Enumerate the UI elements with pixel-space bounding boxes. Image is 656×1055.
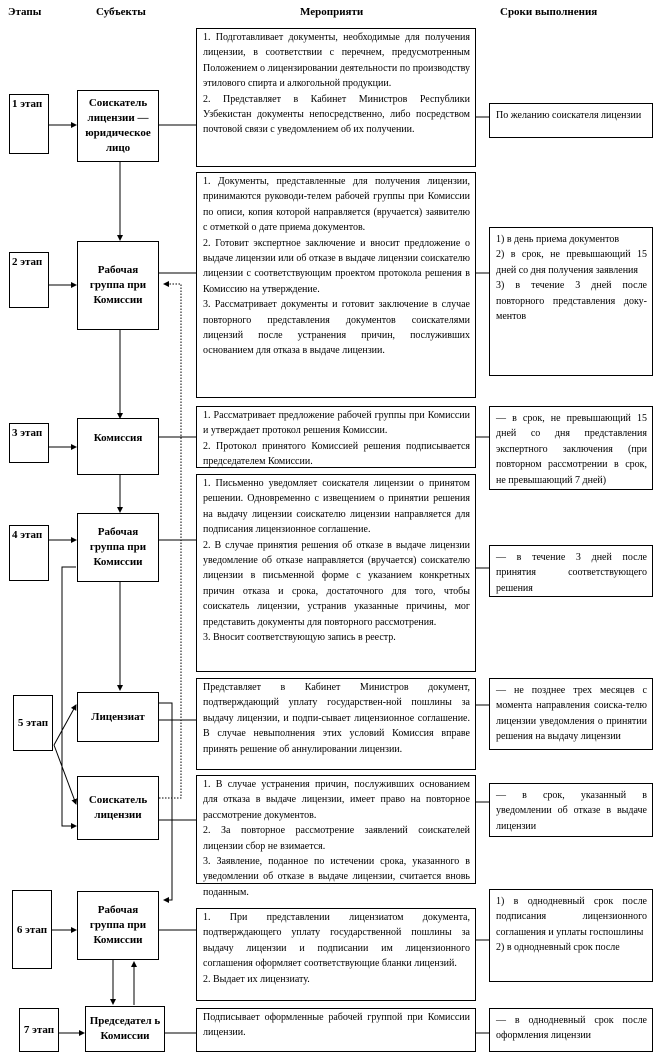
activity-box-6 — [196, 908, 476, 1001]
deadline-box-5 — [489, 678, 653, 750]
activity-4-item: 1. Письменно уведомляет соискателя лицензии о принятом решении. Одновременно с извещением о принятии решения на выдачу лицензии соискателю лицензии направляется для подписания лицензионное соглашение. — [203, 478, 470, 536]
stage-box-5: 5 этап — [13, 695, 53, 751]
deadline-2-item: 2) в срок, не превышающий 15 дней со дня получения заявления — [496, 249, 647, 276]
deadline-5b-item: — в срок, указанный в уведомлении об отказе в выдаче лицензии — [496, 790, 647, 832]
activity-box-5 — [196, 678, 476, 770]
arrow-4-applicant — [62, 567, 76, 826]
activity-1-item: 2. Представляет в Кабинет Министров Республики Узбекистан документы непосредственно, либо посредством почтовой связи с уведомлением об их получении. — [203, 93, 470, 136]
subject-working-group-2: Рабочая группа при Комиссии — [77, 241, 159, 330]
subject-working-group-6: Рабочая группа при Комиссии — [77, 891, 159, 960]
deadline-1-item: По желанию соискателя лицензии — [496, 110, 642, 121]
subject-commission: Комиссия — [77, 418, 159, 475]
subject-chairman: Председател ь Комиссии — [85, 1006, 165, 1052]
header-activities: Мероприяти — [300, 6, 364, 18]
activity-3-item: 2. Протокол принятого Комиссией решения подписывается председателем Комиссии. — [203, 440, 470, 468]
activity-3-item: 1. Рассматривает предложение рабочей группы при Комиссии и утверждает протокол решения Комиссии. — [203, 410, 470, 437]
deadline-6-item: 2) в однодневный срок после — [496, 942, 620, 954]
deadline-box-7 — [489, 1008, 653, 1052]
deadline-box-5b — [489, 783, 653, 837]
stage-box-7: 7 этап — [19, 1008, 59, 1052]
deadline-4-item: — в течение 3 дней после принятия соответствующего решения — [496, 552, 647, 594]
deadline-2-item: 1) в день приема документов — [496, 234, 620, 245]
activity-1-item: 1. Подготавливает документы, необходимые для получения лицензии, в соответствии с перечнем, предусмотренным Положением о лицензировании деятельности по производству этилового спирта и алкогольной продукции. — [203, 32, 470, 90]
header-deadlines: Сроки выполнения — [500, 6, 598, 18]
activity-2-item: 2. Готовит экспертное заключение и вносит предложение о выдаче лицензии или об отказе в выдаче лицензии соискателю лицензии с соответствующим проектом протокола решения в Комиссию на утверждение. — [203, 237, 471, 295]
stage-box-4: 4 этап — [9, 525, 49, 581]
subject-applicant: Соискатель лицензии — [77, 776, 159, 840]
activity-7-item: Подписывает оформленные рабочей группой при Комиссии лицензии. — [203, 1012, 470, 1039]
activity-box-5b — [196, 775, 476, 898]
activity-5-item: Представляет в Кабинет Министров документ, подтверждающий уплату государствен-ной пошлины за выдачу лицензии, и подпи-сывает лицензионное соглашение. В случае невыполнения этих условий Комиссия вправе принять решение об аннулировании лицензии. — [203, 682, 470, 755]
deadline-box-1 — [489, 103, 653, 138]
activity-box-3 — [196, 406, 476, 468]
deadline-2-item: 3) в течение 3 дней после повторного представления доку-ментов — [496, 280, 647, 323]
subject-licensee: Лицензиат — [77, 692, 159, 742]
arrow-applicant-2-dotted — [159, 284, 181, 798]
stage-box-2: 2 этап — [9, 252, 49, 308]
activity-6-item: 2. Выдает их лицензиату. — [203, 973, 310, 985]
activity-box-7 — [196, 1008, 476, 1052]
activity-2-item: 3. Рассматривает документы и готовит заключение в случае повторного представления документов соискателями лицензий после устранения причин, послуживших основанием для отказа в выдаче лицензии. — [203, 299, 470, 357]
header-subjects: Субъекты — [96, 6, 146, 18]
arrow-licensee-6 — [159, 703, 172, 900]
deadline-box-6 — [489, 889, 653, 982]
stage-box-3: 3 этап — [9, 423, 49, 463]
activity-6-item: 1. При представлении лицензиатом документа, подтверждающего уплату государственной пошлины за выдачу лицензии и подписании им лицензионного соглашения оформляет соответствующие бланки лицензий. — [203, 912, 470, 970]
header-stages: Этапы — [8, 6, 42, 18]
activity-5b-item: 2. За повторное рассмотрение заявлений соискателей лицензии сбор не взимается. — [203, 825, 470, 852]
deadline-5-item: — не позднее трех месяцев с момента направления соиска-телю лицензии уведомления о принятии решения на выдачу лицензии — [496, 685, 647, 743]
activity-box-2 — [196, 172, 476, 398]
activity-5b-item: 3. Заявление, поданное по истечении срока, указанного в уведомлении об отказе в выдаче лицензии, считается вновь поданным. — [203, 856, 470, 898]
deadline-box-2 — [489, 227, 653, 376]
deadline-3-item: — в срок, не превышающий 15 дней со дня представления экспертного заключения (при повторном рассмотрении в срок, не превышающий 7 дней) — [496, 413, 647, 486]
deadline-7-item: — в однодневный срок после оформления лицензии — [496, 1015, 647, 1042]
deadline-6-item: 1) в однодневный срок после подписания лицензионного соглашения и уплаты госпошлины — [496, 896, 647, 938]
activity-4-item: 2. В случае принятия решения об отказе в выдаче лицензии уведомление об отказе направляется (вручается) соискателю лицензии в письменной форме с указанием конкретных причин отказа и срока, достаточного для того, чтобы соискатель лицензии, устранив указанные причины, мог представить документы для повторного рассмотрения. — [203, 539, 470, 628]
activity-box-4 — [196, 474, 476, 672]
stage-box-1: 1 этап — [9, 94, 49, 154]
activity-5b-item: 1. В случае устранения причин, послуживших основанием для отказа в выдаче лицензии, имеет право на повторное рассмотрение документов. — [203, 779, 470, 821]
stage-box-6: 6 этап — [12, 890, 52, 969]
activity-4-item: 3. Вносит соответствующую запись в реестр. — [203, 632, 396, 644]
arrow-stage5-licensee — [54, 705, 76, 745]
subject-working-group-4: Рабочая группа при Комиссии — [77, 513, 159, 582]
deadline-box-3 — [489, 406, 653, 490]
activity-box-1 — [196, 28, 476, 167]
deadline-box-4 — [489, 545, 653, 597]
arrow-stage5-applicant — [54, 745, 76, 804]
subject-applicant-legal: Соискатель лицензии — юридическое лицо — [77, 90, 159, 162]
activity-2-item: 1. Документы, представленные для получения лицензии, принимаются руководи-телем рабочей группы при Комиссии по описи, копия которой направляется (вручается) заявителю с отметкой о дате приема документов. — [203, 176, 470, 234]
